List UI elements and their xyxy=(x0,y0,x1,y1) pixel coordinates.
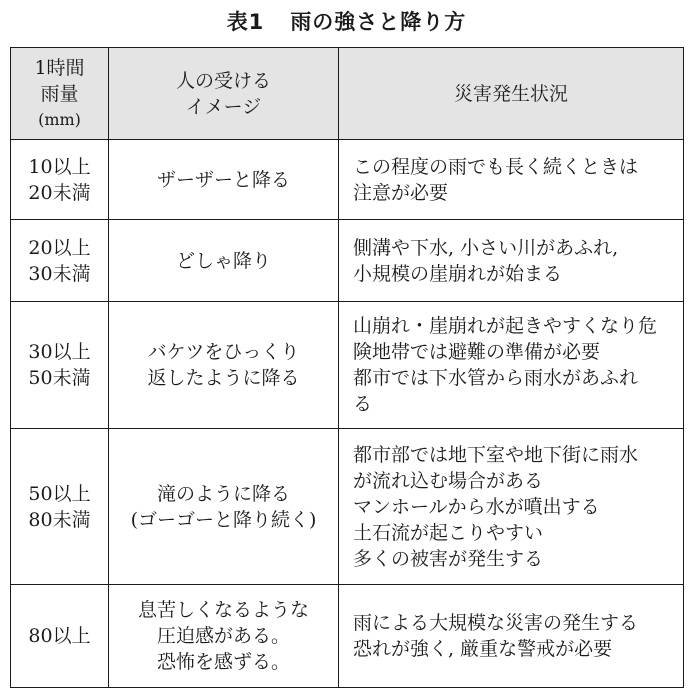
rainfall-amount-cell: 10以上 20未満 xyxy=(11,140,109,220)
header-row xyxy=(11,48,684,140)
table-row xyxy=(11,429,684,585)
rainfall-table xyxy=(10,47,684,688)
rainfall-amount-cell: 50以上 80未満 xyxy=(11,429,109,585)
damage-cell: この程度の雨でも長く続くときは 注意が必要 xyxy=(339,140,684,220)
table-number: 表1 xyxy=(226,10,265,34)
table-title-text: 雨の強さと降り方 xyxy=(290,10,467,34)
damage-cell: 側溝や下水, 小さい川があふれ, 小規模の崖崩れが始まる xyxy=(339,220,684,302)
rainfall-amount-cell: 20以上 30未満 xyxy=(11,220,109,302)
table-row xyxy=(11,220,684,302)
impression-cell: バケツをひっくり 返したように降る xyxy=(109,302,339,429)
table-row xyxy=(11,302,684,429)
damage-cell: 雨による大規模な災害の発生する 恐れが強く, 厳重な警戒が必要 xyxy=(339,585,684,688)
table-row xyxy=(11,140,684,220)
impression-cell: どしゃ降り xyxy=(109,220,339,302)
rainfall-amount-cell: 30以上 50未満 xyxy=(11,302,109,429)
table-row xyxy=(11,585,684,688)
rainfall-amount-cell: 80以上 xyxy=(11,585,109,688)
header-damage: 災害発生状況 xyxy=(339,48,684,140)
header-impression: 人の受ける イメージ xyxy=(109,48,339,140)
impression-cell: ザーザーと降る xyxy=(109,140,339,220)
header-rainfall-amount: 1時間 雨量 (mm) xyxy=(11,48,109,140)
table-title xyxy=(0,6,693,36)
impression-cell: 息苦しくなるような 圧迫感がある。 恐怖を感ずる。 xyxy=(109,585,339,688)
damage-cell: 都市部では地下室や地下街に雨水 が流れ込む場合がある マンホールから水が噴出する 土石流が起こりやすい 多くの被害が発生する xyxy=(339,429,684,585)
impression-cell: 滝のように降る (ゴーゴーと降り続く) xyxy=(109,429,339,585)
damage-cell: 山崩れ・崖崩れが起きやすくなり危 険地帯では避難の準備が必要 都市では下水管から雨水があふれ る xyxy=(339,302,684,429)
